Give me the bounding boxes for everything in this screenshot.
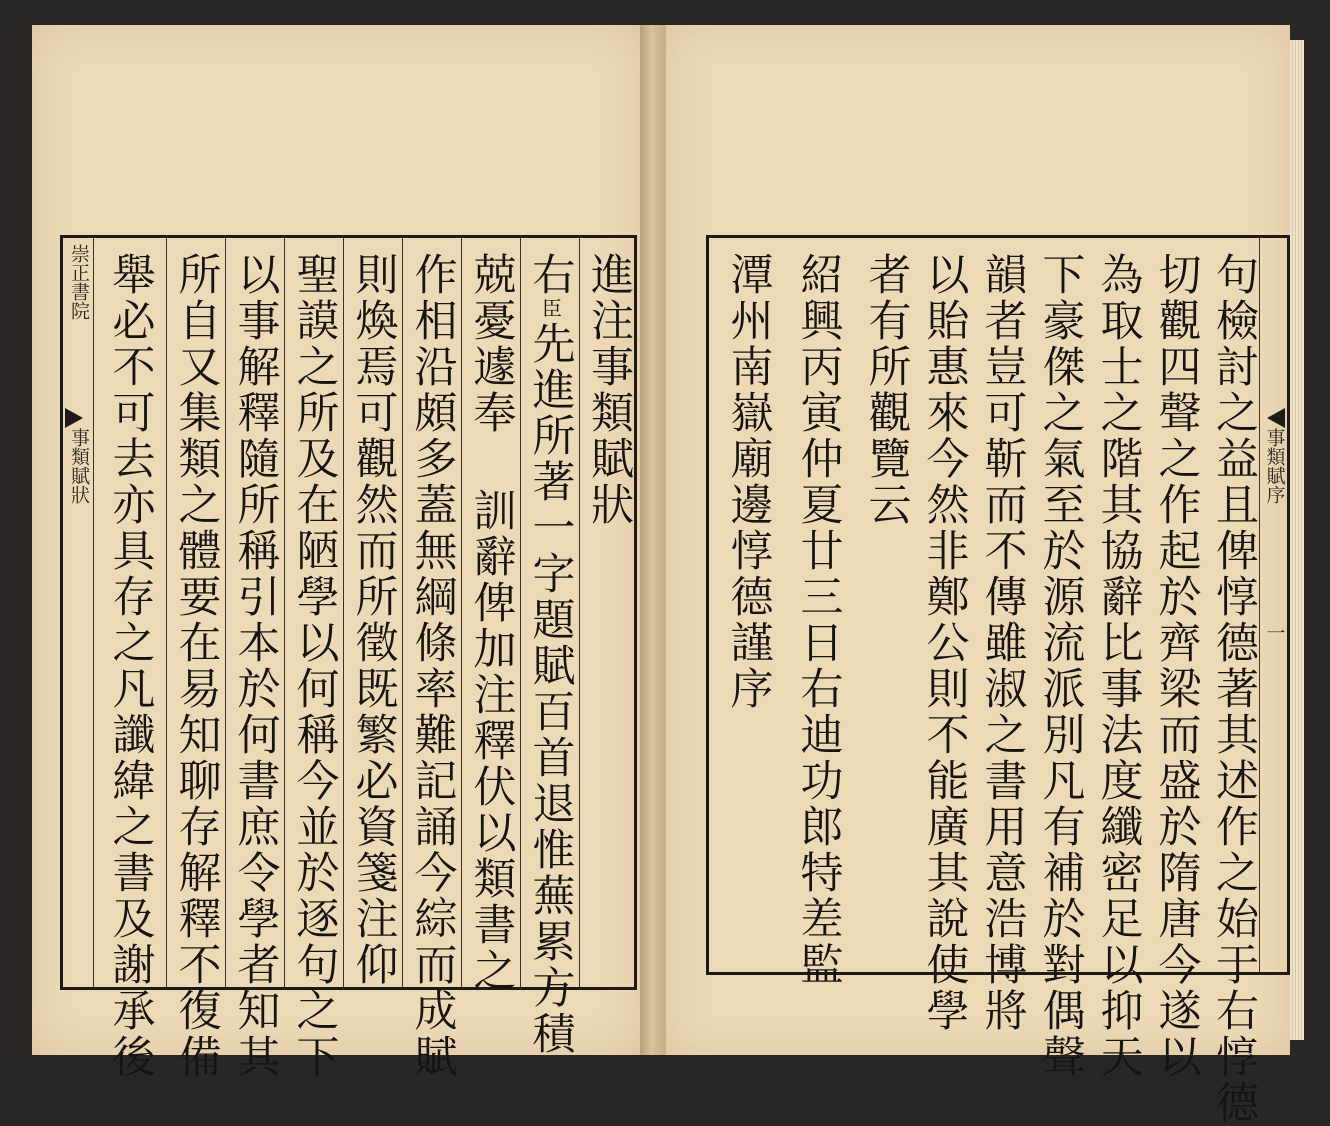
column-text: 韻者豈可靳而不傳雖淑之書用意浩博將 [977,252,1028,1034]
right-text-frame [706,235,1290,1126]
column-3 [461,238,520,994]
column-9 [717,238,779,972]
column-text: 以貽惠來今然非鄭公則不能廣其說使學 [919,252,970,1034]
column-text [525,252,576,1057]
column-5 [973,238,1031,1034]
right-strip-upper: 事類賦序 [1263,428,1286,504]
column-7 [225,238,284,1080]
column-5 [343,238,402,987]
column-text: 進注事類賦狀 [584,252,634,528]
column-2 [520,238,579,1057]
column-4 [402,238,461,1080]
column-text: 以事解釋隨所稱引本於何書庶令學者知其 [230,252,281,1080]
page-edge-stack [1290,40,1304,1040]
right-margin-strip [1259,238,1287,972]
column-rest: 先進所著一字題賦百首退惟蕪累方積 [525,321,576,1057]
column-text: 者有所觀覽云 [861,252,912,528]
column-6 [284,238,343,1080]
column-1 [1205,238,1262,1126]
fish-tail-mark [1267,408,1285,428]
column-3 [1089,238,1147,1080]
fish-tail-mark [65,408,83,428]
column-7 [857,238,915,972]
column-text: 兢憂遽奉 [466,252,517,436]
column-6 [915,238,973,1034]
column-text: 聖謨之所及在陋學以何稱今並於逐句之下 [289,252,340,1080]
left-text-frame [60,235,637,1080]
column-text: 舉必不可去亦具存之凡讖緯之書及謝承後 [105,252,156,1080]
column-text: 切觀四聲之作起於齊梁而盛於隋唐今遂以 [1151,252,1202,1080]
column-8 [779,238,857,988]
column-4 [1031,238,1089,1080]
left-strip-upper: 崇正書院 [67,244,90,320]
column-text: 則煥焉可觀然而所徵既繁必資箋注仰 [348,252,399,988]
book-gutter [640,25,666,1055]
right-strip-lower: 一 [1263,623,1286,642]
left-margin-strip [63,238,93,987]
column-text: 所自又集類之體要在易知聊存解釋不復備 [171,252,222,1080]
column-2 [1147,238,1205,1080]
column-text: 下豪傑之氣至於源流派別凡有補於對偶聲 [1035,252,1086,1080]
column-note: 臣 [538,298,563,321]
column-text: 潭州南嶽廟邊惇德謹序 [723,252,774,712]
column-8 [166,238,225,1080]
column-fragment: 訓辭俾加注釋伏以類書之 [466,488,517,994]
column-9 [93,238,166,1080]
column-text: 作相沿頗多蓋無綱條率難記誦今綜而成賦 [407,252,458,1080]
left-strip-lower: 事類賦狀 [67,428,90,504]
column-1 [579,238,637,987]
column-text: 句檢討之益且俾惇德著其述作之始于右惇德 [1209,252,1259,1126]
left-page [32,25,640,1080]
column-text: 紹興丙寅仲夏廿三日右迪功郎特差監 [793,252,844,988]
column-main: 右 [525,252,576,298]
column-text: 為取士之階其協辭比事法度纖密足以抑天 [1093,252,1144,1080]
right-page [666,25,1290,1126]
